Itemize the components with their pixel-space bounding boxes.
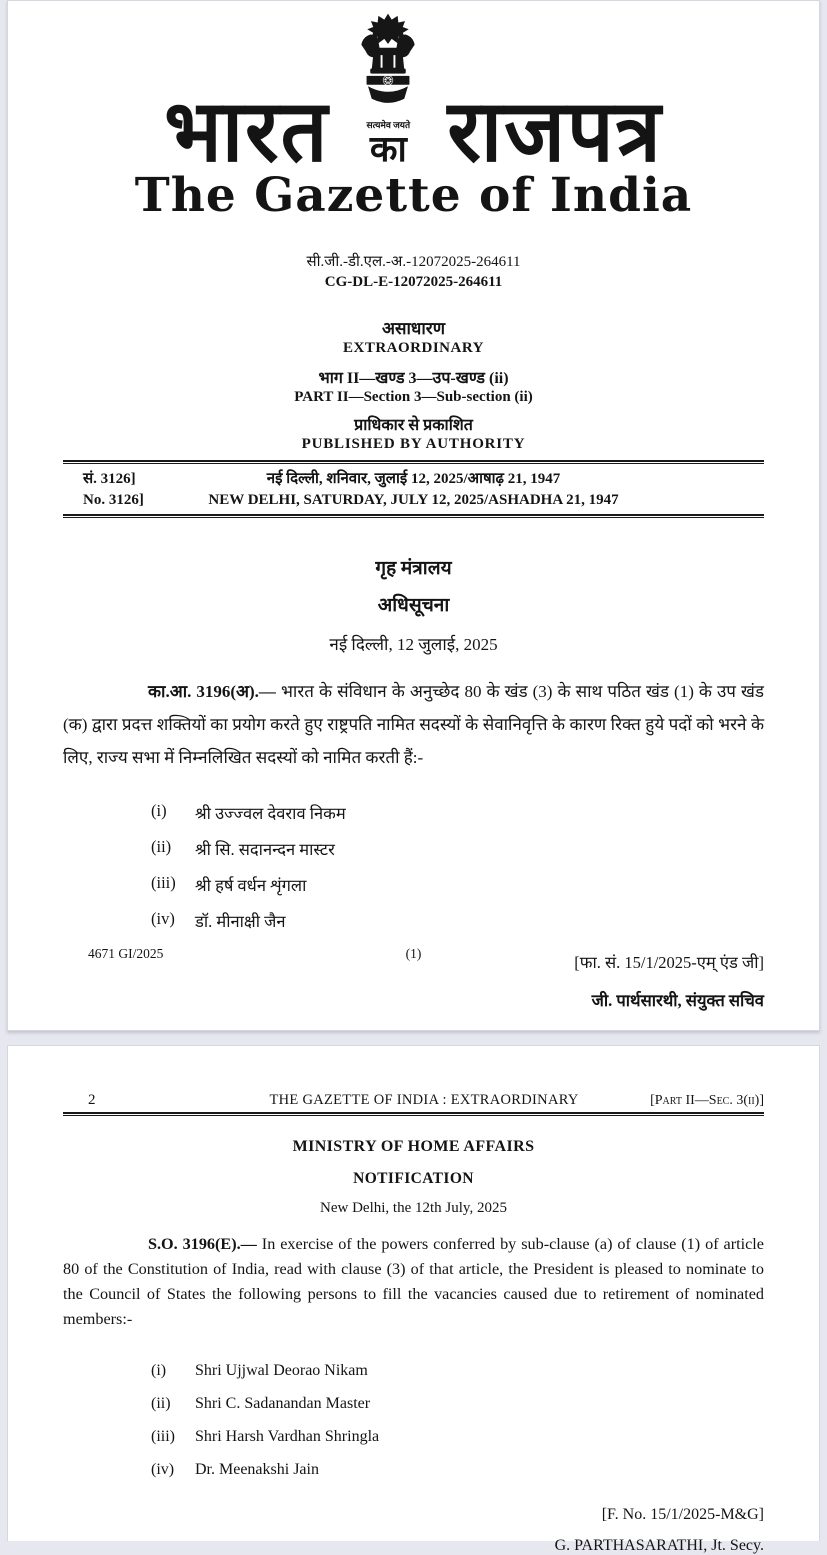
- list-item-name: Shri Harsh Vardhan Shringla: [195, 1428, 380, 1446]
- gazette-page-2: [7, 1045, 820, 1555]
- list-item-name: Shri Ujjwal Deorao Nikam: [195, 1362, 368, 1380]
- list-item: [151, 837, 764, 860]
- masthead: [8, 1, 819, 180]
- nominee-list-hindi: [151, 801, 764, 932]
- page2-header-rule: [63, 1112, 764, 1116]
- registration-number-hindi: सी.जी.-डी.एल.-अ.-12072025-264611: [306, 254, 521, 271]
- ministry-heading-hindi: गृह मंत्रालय: [375, 558, 452, 580]
- notification-heading-hindi: अधिसूचना: [377, 595, 450, 617]
- gazette-page-1: [7, 0, 820, 1031]
- list-item-number: (ii): [151, 836, 172, 856]
- list-item-number: (iv): [151, 908, 175, 928]
- so-number-hindi: का.आ. 3196(अ).—: [148, 682, 276, 702]
- list-item-number: (i): [151, 1362, 167, 1380]
- list-item-name: डॉ. मीनाक्षी जैन: [195, 911, 286, 931]
- list-item: [151, 873, 764, 896]
- list-item-number: (ii): [151, 1395, 171, 1413]
- issue-date-hindi: नई दिल्ली, शनिवार, जुलाई 12, 2025/आषाढ़ 21, 1947: [266, 471, 561, 488]
- list-item: [151, 801, 764, 824]
- list-item-name: श्री उज्ज्वल देवराव निकम: [195, 803, 346, 823]
- list-item-number: (iii): [151, 872, 176, 892]
- issue-number-english: No. 3126]: [83, 492, 144, 509]
- extraordinary-hindi: असाधारण: [382, 319, 445, 339]
- ministry-heading-english: MINISTRY OF HOME AFFAIRS: [292, 1138, 535, 1155]
- part-section-hindi: भाग II—खण्ड 3—उप-खण्ड (ii): [318, 370, 509, 388]
- list-item: [151, 1362, 764, 1380]
- list-item-name: Dr. Meenakshi Jain: [195, 1461, 319, 1479]
- masthead-emblem-block: [351, 11, 425, 169]
- list-item-name: श्री सि. सदानन्दन मास्टर: [195, 839, 335, 859]
- list-item-number: (i): [151, 800, 167, 820]
- print-code: 4671 GI/2025: [88, 946, 164, 961]
- notification-body-english: [63, 1232, 764, 1332]
- page2-running-header: [8, 1092, 819, 1109]
- body-text-english: In exercise of the powers conferred by sub-clause (a) of clause (1) of article 80 of the Constitution of India, read with clause (3) of that article, the President is pleased to nominate to the Council of States the following persons to fill the vacancies caused due to retirement of nominated members:-: [63, 1235, 764, 1329]
- dateline-english: New Delhi, the 12th July, 2025: [320, 1200, 507, 1216]
- authority-english: PUBLISHED BY AUTHORITY: [301, 436, 526, 453]
- dateline-hindi: नई दिल्ली, 12 जुलाई, 2025: [329, 635, 498, 655]
- list-item: [151, 1395, 764, 1413]
- masthead-hindi-right: राजपत्र: [447, 83, 663, 180]
- gazette-english-title: The Gazette of India: [134, 167, 693, 223]
- list-item-number: (iv): [151, 1461, 175, 1479]
- file-number-hindi: [फा. सं. 15/1/2025-एम् एंड जी]: [574, 952, 764, 972]
- signatory-hindi: जी. पार्थसारथी, संयुक्त सचिव: [591, 990, 764, 1010]
- signatory-english: G. PARTHASARATHI, Jt. Secy.: [554, 1537, 764, 1555]
- ashoka-emblem-icon: [351, 11, 425, 117]
- body-text-hindi: भारत के संविधान के अनुच्छेद 80 के खंड (3) के साथ पठित खंड (1) के उप खंड (क) द्वारा प्रदत्त शक्तियों का प्रयोग करते हुए राष्ट्रपति नामित सदस्यों के सेवानिवृत्ति के कारण रिक्त हुये पदों को भरने के लिए, राज्य सभा में निम्नलिखित सदस्यों को नामित करती हैं:-: [63, 682, 764, 768]
- notification-body-hindi: [63, 675, 764, 774]
- page2-content: [8, 1138, 819, 1555]
- divider-rule-bottom: [63, 514, 764, 518]
- part-section-english: PART II—Section 3—Sub-section (ii): [294, 389, 533, 406]
- issue-row-english: [8, 490, 819, 511]
- issue-row-hindi: [8, 466, 819, 490]
- list-item: [151, 1428, 764, 1446]
- registration-number-english: CG-DL-E-12072025-264611: [324, 274, 503, 291]
- notification-heading-english: NOTIFICATION: [353, 1170, 474, 1187]
- extraordinary-english: EXTRAORDINARY: [343, 340, 484, 357]
- list-item-name: श्री हर्ष वर्धन शृंगला: [195, 875, 307, 895]
- file-number-english: [F. No. 15/1/2025-M&G]: [601, 1506, 764, 1524]
- page-gap: [0, 1031, 827, 1045]
- list-item-number: (iii): [151, 1428, 175, 1446]
- issue-date-english: NEW DELHI, SATURDAY, JULY 12, 2025/ASHADHA 21, 1947: [208, 492, 619, 509]
- running-part-label: [Part II—Sec. 3(ii)]: [650, 1093, 764, 1108]
- masthead-hindi-left: भारत: [164, 83, 330, 180]
- masthead-hindi-middle: का: [369, 129, 407, 169]
- issue-number-hindi: सं. 3126]: [83, 471, 136, 488]
- list-item: [151, 909, 764, 932]
- page-number-2: 2: [88, 1092, 96, 1108]
- page1-footer: [63, 946, 764, 962]
- running-title: THE GAZETTE OF INDIA : EXTRAORDINARY: [269, 1092, 579, 1108]
- page1-content: [8, 554, 819, 1010]
- page-number-1: (1): [405, 946, 422, 961]
- issue-block: [8, 464, 819, 514]
- nominee-list-english: [151, 1362, 764, 1479]
- so-number-english: S.O. 3196(E).—: [148, 1235, 257, 1253]
- list-item-name: Shri C. Sadanandan Master: [195, 1395, 371, 1413]
- authority-hindi: प्राधिकार से प्रकाशित: [354, 417, 473, 435]
- list-item: [151, 1461, 764, 1479]
- emblem-motto: सत्यमेव जयते: [366, 120, 411, 130]
